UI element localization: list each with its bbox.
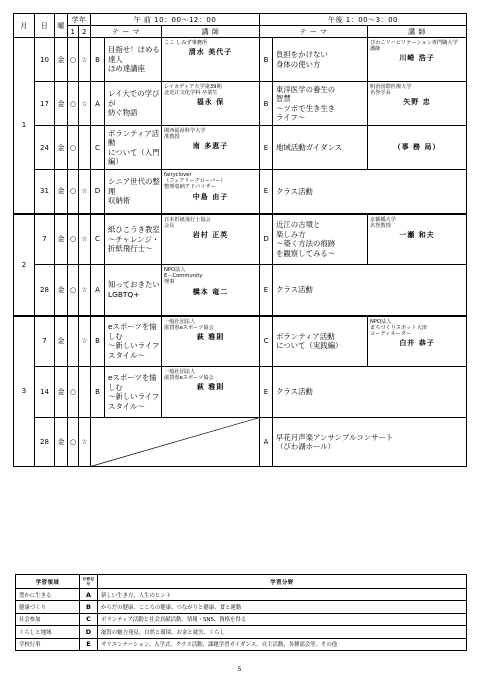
header-afternoon: 午後 1：00～3：00: [260, 14, 467, 26]
year1-mark: ○: [68, 126, 79, 170]
am-category-code: C: [91, 214, 105, 265]
legend-row: [16, 626, 467, 638]
year2-mark: ☆: [79, 214, 91, 265]
pm-lecturer-name: 白井 恭子: [399, 339, 435, 348]
legend-area: 健康づくり: [16, 601, 80, 613]
am-category-code: A: [91, 82, 105, 126]
pm-theme: ボランティア活動 について（実践編）: [273, 316, 368, 367]
weekday-cell: 金: [55, 38, 68, 82]
schedule-row: [14, 170, 467, 214]
pm-category-code: E: [260, 265, 273, 316]
am-theme: 知っておきたい LGBTQ+: [105, 265, 162, 316]
pm-lecturer-name: 一瀬 和夫: [399, 230, 435, 239]
pm-lecturer-affiliation: NPO法人 まちづくりスポット大津 コーディネーター: [370, 318, 428, 337]
schedule-row: [14, 126, 467, 170]
pm-theme: クラス活動: [273, 367, 467, 418]
day-cell: 28: [35, 418, 55, 467]
am-lecturer-name: 萩 雅則: [196, 332, 225, 341]
am-lecturer: [162, 170, 260, 214]
legend-area: くらしと地域: [16, 626, 80, 638]
am-lecturer-affiliation: 日本折紙飛行士協会 会長: [164, 216, 211, 229]
day-cell: 10: [35, 38, 55, 82]
month-cell: 3: [14, 316, 35, 467]
legend-field: オリエンテーション、入学式、クラス活動、課題学習ガイダンス、自主活動、各種部会等、その他: [98, 638, 467, 650]
year2-mark: [79, 126, 91, 170]
pm-category-code: E: [260, 367, 273, 418]
am-category-code: C: [91, 126, 105, 170]
pm-category-code: B: [260, 82, 273, 126]
year1-mark: ○: [68, 265, 79, 316]
am-lecturer: [162, 82, 260, 126]
am-category-code: B: [91, 367, 105, 418]
month-cell: 1: [14, 38, 35, 214]
weekday-cell: 金: [55, 214, 68, 265]
day-cell: 28: [35, 265, 55, 316]
legend-field: からだの健康、こころの健康、つながりと健康、食と運動: [98, 601, 467, 613]
pm-lecturer-affiliation: 明治国際医療大学 名誉学長: [370, 84, 412, 97]
legend-header-area: 学習領域: [16, 575, 80, 589]
day-cell: 7: [35, 316, 55, 367]
am-lecturer-name: 岩村 正英: [192, 230, 229, 239]
am-lecturer-affiliation: 一般社団法人 滋賀県eスポーツ協会: [164, 318, 214, 331]
pm-category-code: E: [260, 126, 273, 170]
weekday-cell: 金: [55, 265, 68, 316]
pm-lecturer-name: 川崎 浩子: [399, 54, 435, 63]
am-lecturer-name: 中島 由子: [192, 192, 229, 201]
year1-mark: ○: [68, 418, 79, 467]
year2-mark: ☆: [79, 82, 91, 126]
am-lecturer-affiliation: NPO法人 E－Community 理事: [164, 267, 203, 286]
schedule-row: [14, 82, 467, 126]
pm-category-code: E: [260, 170, 273, 214]
legend-row: [16, 638, 467, 650]
empty-am-slot: [91, 418, 260, 467]
weekday-cell: 金: [55, 367, 68, 418]
pm-lecturer: [368, 38, 467, 82]
pm-category-code: D: [260, 214, 273, 265]
year1-mark: ○: [68, 214, 79, 265]
year2-mark: [79, 367, 91, 418]
am-theme: eスポーツを愉しむ ～新しいライフ スタイル～: [105, 316, 162, 367]
year1-mark: ○: [68, 82, 79, 126]
am-lecturer-name: 南 多恵子: [192, 142, 229, 151]
day-cell: 31: [35, 170, 55, 214]
am-lecturer-name: 福永 保: [196, 98, 225, 107]
legend-table: [15, 574, 467, 651]
am-lecturer: [162, 214, 260, 265]
pm-theme: 地域活動ガイダンス: [273, 126, 368, 170]
am-theme: eスポーツを愉しむ ～新しいライフ スタイル～: [105, 367, 162, 418]
pm-lecturer-name: （事 務 局）: [393, 143, 441, 152]
header-year1: 1: [68, 26, 79, 38]
am-theme: ボランティア活動 について（入門編）: [105, 126, 162, 170]
legend-field: 滋賀の魅力発見、自然と環境、お金と就労、くらし: [98, 626, 467, 638]
schedule-row: [14, 418, 467, 467]
header-school-year: 学年: [68, 14, 91, 26]
legend-code: E: [80, 638, 98, 650]
pm-theme: クラス活動: [273, 170, 467, 214]
am-category-code: B: [91, 38, 105, 82]
year2-mark: ☆: [79, 418, 91, 467]
am-lecturer-name: 清水 美代子: [188, 48, 233, 57]
am-lecturer-affiliation: 一般社団法人 滋賀県eスポーツ協会: [164, 369, 214, 382]
weekday-cell: 金: [55, 170, 68, 214]
day-cell: 14: [35, 367, 55, 418]
weekday-cell: 金: [55, 82, 68, 126]
weekday-cell: 金: [55, 316, 68, 367]
legend-header-code: 分野記号: [80, 575, 98, 589]
am-category-code: A: [91, 265, 105, 316]
header-month: 月: [14, 14, 35, 38]
year1-mark: ○: [68, 367, 79, 418]
legend-field: 新しい生き方、人生のヒント: [98, 589, 467, 601]
legend-row: [16, 589, 467, 601]
pm-theme: クラス活動: [273, 265, 467, 316]
schedule-row: [14, 316, 467, 367]
header-am-theme: テ ー マ: [91, 26, 162, 38]
legend-code: C: [80, 613, 98, 625]
am-lecturer-affiliation: ここ しみず事務所: [164, 40, 208, 46]
pm-category-code: A: [260, 418, 273, 467]
am-lecturer: [162, 126, 260, 170]
legend-code: A: [80, 589, 98, 601]
am-lecturer-name: 萩 雅則: [196, 383, 225, 392]
schedule-row: [14, 38, 467, 82]
year1-mark: ○: [68, 170, 79, 214]
am-lecturer-name: 橋本 竜二: [192, 287, 229, 296]
pm-category-code: C: [260, 316, 273, 367]
schedule-row: [14, 265, 467, 316]
pm-lecturer: [368, 316, 467, 367]
legend-area: 社会参加: [16, 613, 80, 625]
header-pm-lecturer: 講 師: [368, 26, 467, 38]
page-number: 5: [237, 666, 242, 673]
pm-lecturer-name: 矢野 忠: [403, 98, 431, 107]
year1-mark: [68, 316, 79, 367]
am-lecturer: [162, 367, 260, 418]
legend-header-field: 学習分野: [98, 575, 467, 589]
am-theme: 目指せ！ほめる達人 ほめ達講座: [105, 38, 162, 82]
legend-area: 豊かに生きる: [16, 589, 80, 601]
am-theme: 紙ひこうき教室 ～チャレンジ・ 折紙飛行士～: [105, 214, 162, 265]
header-morning: 午 前 10：00～12：00: [91, 14, 260, 26]
year2-mark: ☆: [79, 170, 91, 214]
pm-lecturer-affiliation: びわこリハビリテーション専門職大学 講師: [370, 40, 458, 53]
pm-theme: 近江の古墳と 楽しみ方 ～築く方法の痕跡 を観察してみる～: [273, 214, 368, 265]
pm-lecturer-affiliation: 京都橘大学 名誉教授: [370, 216, 396, 229]
year2-mark: ☆: [79, 265, 91, 316]
am-lecturer-affiliation: レイカディア大学第39期 北近江文化学科 卒業生: [164, 84, 222, 97]
day-cell: 17: [35, 82, 55, 126]
pm-lecturer: [368, 126, 467, 170]
am-lecturer: [162, 316, 260, 367]
am-category-code: B: [91, 316, 105, 367]
header-pm-theme: テ ー マ: [260, 26, 368, 38]
weekday-cell: 金: [55, 418, 68, 467]
am-lecturer-affiliation: 関西福祉科学大学 准教授: [164, 128, 206, 141]
year2-mark: ☆: [79, 316, 91, 367]
day-cell: 7: [35, 214, 55, 265]
header-am-lecturer: 講 師: [162, 26, 260, 38]
schedule-row: [14, 214, 467, 265]
pm-theme: 負担をかけない 身体の使い方: [273, 38, 368, 82]
pm-lecturer: [368, 214, 467, 265]
legend-area: 学校行事: [16, 638, 80, 650]
pm-category-code: B: [260, 38, 273, 82]
pm-theme: 東洋医学の養生の 智慧 ～ツボで生き生き ライフ～: [273, 82, 368, 126]
weekday-cell: 金: [55, 126, 68, 170]
header-weekday: 曜: [55, 14, 68, 38]
year2-mark: ☆: [79, 38, 91, 82]
pm-theme: 早花月声楽アンサンブルコンサート （びわ湖ホール）: [273, 418, 467, 467]
day-cell: 24: [35, 126, 55, 170]
am-lecturer: [162, 38, 260, 82]
am-lecturer: [162, 265, 260, 316]
am-theme: レイ大での学びが 紡ぐ物語: [105, 82, 162, 126]
year1-mark: ○: [68, 38, 79, 82]
month-cell: 2: [14, 214, 35, 316]
schedule-table: [13, 13, 467, 467]
legend-row: [16, 613, 467, 625]
am-lecturer-affiliation: fairyclover （フェアリークローバー） 整理収納アドバイザー: [164, 172, 226, 191]
legend-row: [16, 601, 467, 613]
header-year2: 2: [79, 26, 91, 38]
legend-field: ボランティア活動と社会貢献活動、情報・SNS、資格を得る: [98, 613, 467, 625]
legend-code: D: [80, 626, 98, 638]
am-theme: シニア世代の整理 収納術: [105, 170, 162, 214]
pm-lecturer: [368, 82, 467, 126]
header-day: 日: [35, 14, 55, 38]
am-category-code: D: [91, 170, 105, 214]
legend-code: B: [80, 601, 98, 613]
schedule-row: [14, 367, 467, 418]
